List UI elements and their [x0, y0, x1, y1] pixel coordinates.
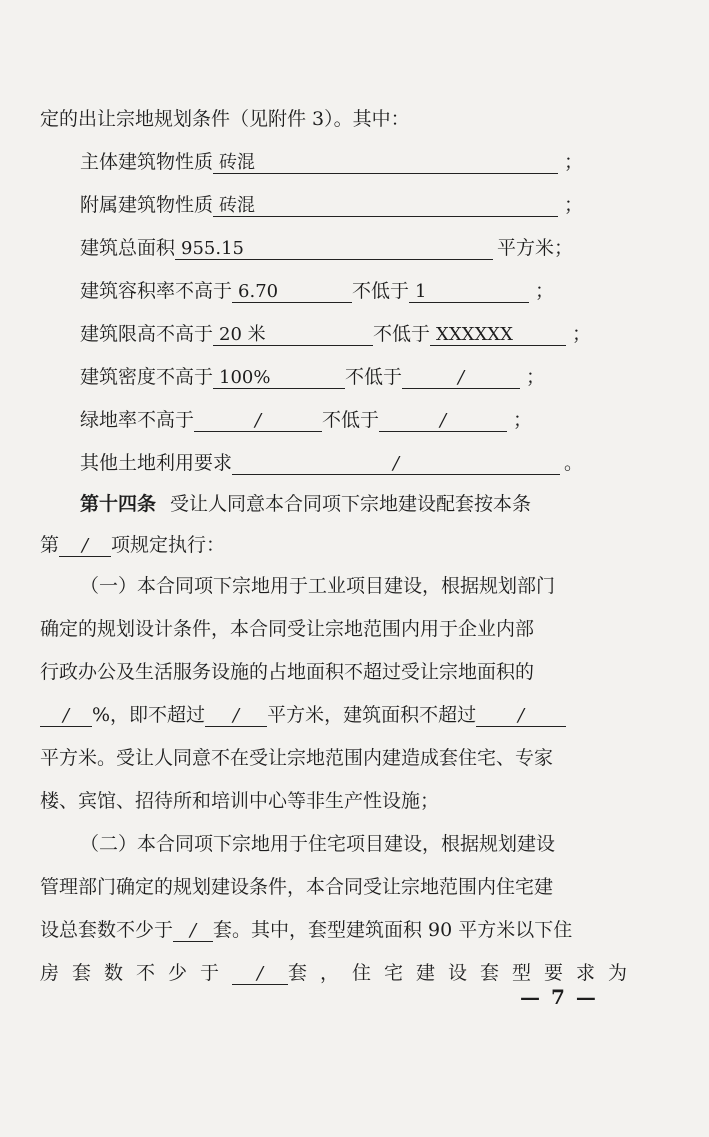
article-14-line: 第十四条 受让人同意本合同项下宗地建设配套按本条: [80, 493, 532, 515]
total-units-value: /: [173, 920, 213, 942]
para-1-line: （一）本合同项下宗地用于工业项目建设，根据规划部门: [80, 575, 556, 597]
main-building-row: 主体建筑物性质 砖混 ；: [80, 151, 584, 173]
density-row: 建筑密度不高于 100% 不低于 / ；: [80, 366, 546, 388]
other-requirements-row: 其他土地利用要求 / 。: [80, 452, 584, 474]
para-1-line-4: / %，即不超过 / 平方米，建筑面积不超过 /: [40, 703, 709, 727]
far-max-value: 6.70: [232, 281, 352, 303]
height-limit-row: 建筑限高不高于 20 米 不低于 XXXXXX ；: [80, 323, 592, 345]
green-ratio-row: 绿地率不高于 / 不低于 / ；: [80, 409, 533, 431]
green-max-value: /: [194, 410, 322, 432]
para-2-line-4: 房套数不少于 / 套，住宅建设套型要求为: [40, 962, 641, 984]
density-min-value: /: [402, 367, 520, 389]
floor-area-ratio-row: 建筑容积率不高于 6.70 不低于 1 ；: [80, 280, 555, 302]
para-1-line: 行政办公及生活服务设施的占地面积不超过受让宗地面积的: [40, 661, 535, 683]
height-max-value: 20 米: [213, 324, 373, 346]
density-max-value: 100%: [213, 367, 345, 389]
para-2-line-3: 设总套数不少于 / 套。其中，套型建筑面积 90 平方米以下住: [40, 919, 573, 941]
para-1-line: 平方米。受让人同意不在受让宗地范围内建造成套住宅、专家: [40, 747, 554, 769]
height-min-value: XXXXXX: [430, 324, 566, 346]
para-1-line: 楼、宾馆、招待所和培训中心等非生产性设施；: [40, 790, 440, 812]
page-number: — 7 —: [520, 985, 598, 1009]
total-area-value: 955.15: [175, 238, 493, 260]
office-ratio-value: /: [40, 705, 92, 727]
office-area-value: /: [205, 705, 267, 727]
main-building-value: 砖混: [213, 152, 558, 174]
article-14-title: 第十四条: [80, 493, 157, 515]
text-line: 定的出让宗地规划条件（见附件 3）。其中：: [40, 108, 410, 130]
other-requirements-value: /: [232, 453, 560, 475]
para-1-line: 确定的规划设计条件，本合同受让宗地范围内用于企业内部: [40, 618, 535, 640]
article-14-item-value: /: [59, 535, 111, 557]
total-area-row: 建筑总面积 955.15 平方米；: [80, 237, 574, 259]
far-min-value: 1: [409, 281, 529, 303]
green-min-value: /: [379, 410, 507, 432]
article-14-line-2: 第 / 项规定执行：: [40, 534, 226, 556]
para-2-line: 管理部门确定的规划建设条件，本合同受让宗地范围内住宅建: [40, 876, 554, 898]
sub-building-row: 附属建筑物性质 砖混 ；: [80, 194, 584, 216]
office-building-area-value: /: [476, 705, 566, 727]
para-2-line: （二）本合同项下宗地用于住宅项目建设，根据规划建设: [80, 833, 556, 855]
small-units-value: /: [232, 963, 288, 985]
sub-building-value: 砖混: [213, 195, 558, 217]
